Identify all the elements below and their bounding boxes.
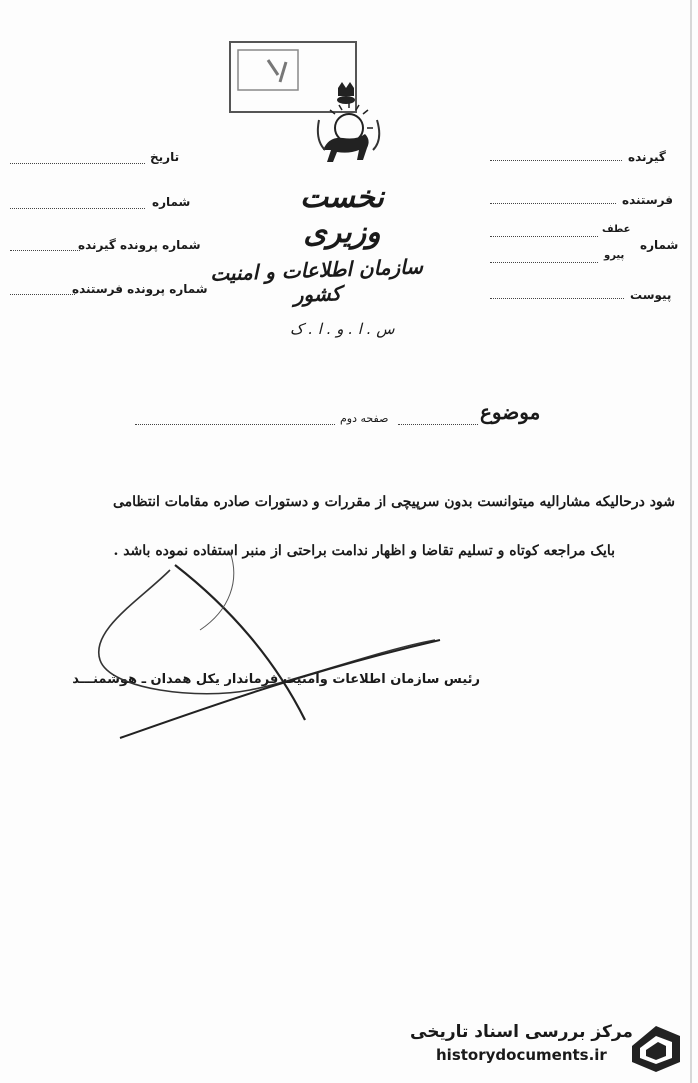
letterhead-code: س . ا . و . ا . ک bbox=[290, 320, 395, 338]
followup-line bbox=[490, 262, 598, 263]
body-line-1: شود درحالیکه مشارالیه میتوانست بدون سرپیچی از مقررات و دستورات صادره مقامات انتظامی bbox=[112, 494, 675, 510]
watermark-url: historydocuments.ir bbox=[436, 1046, 607, 1064]
number-line bbox=[10, 208, 145, 209]
ref-line bbox=[490, 236, 598, 237]
sender-line bbox=[490, 203, 616, 204]
subject-label: موضوع bbox=[480, 400, 541, 424]
watermark-persian: مرکز بررسی اسناد تاریخی bbox=[410, 1022, 633, 1042]
body-line-2: بایک مراجعه کوتاه و تسلیم تقاضا و اظهار ندامت براحتی از منبر استفاده نموده باشد . bbox=[113, 543, 615, 559]
scan-edge bbox=[690, 0, 692, 1083]
handwritten-scribble bbox=[80, 540, 450, 750]
receiver-label: گیرنده bbox=[628, 150, 666, 164]
ref-label: عطف bbox=[602, 224, 631, 235]
followup-label: پیرو bbox=[604, 250, 625, 261]
sender-file-label: شماره پرونده فرستنده bbox=[72, 282, 208, 296]
lion-and-sun-emblem-icon bbox=[305, 80, 385, 180]
receiver-file-label: شماره پرونده گیرنده bbox=[78, 238, 201, 252]
letterhead-title: نخست وزیری bbox=[300, 180, 384, 250]
letterhead-organization: سازمان اطلاعات و امنیت کشور bbox=[209, 254, 424, 307]
subject-value: صفحه دوم bbox=[340, 412, 389, 425]
signature-line: رئیس سازمان اطلاعات وامنیت فرماندار یکل همدان ـ هوشمنـــد bbox=[72, 672, 480, 687]
sender-label: فرستنده bbox=[622, 193, 673, 207]
archive-logo-icon bbox=[626, 1022, 686, 1074]
attachment-line bbox=[490, 298, 624, 299]
attachment-label: پیوست bbox=[630, 288, 672, 302]
date-label: تاریخ bbox=[150, 150, 180, 164]
receiver-line bbox=[490, 160, 622, 161]
receiver-file-line bbox=[10, 250, 80, 251]
subject-line-right bbox=[398, 424, 478, 425]
date-line bbox=[10, 163, 145, 164]
sender-file-line bbox=[10, 294, 75, 295]
number-label: شماره bbox=[152, 195, 191, 209]
ref-number-label: شماره bbox=[640, 238, 679, 252]
subject-line-left bbox=[135, 424, 335, 425]
